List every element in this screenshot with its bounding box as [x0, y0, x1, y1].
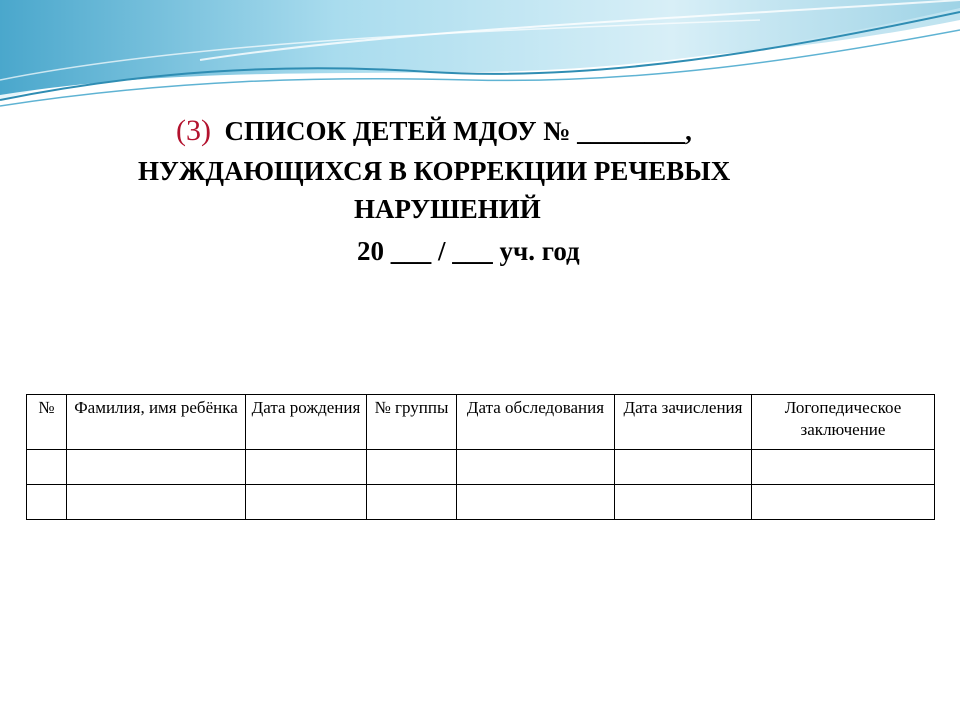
- table-cell[interactable]: [615, 450, 752, 485]
- table-row: [27, 450, 935, 485]
- title-line-1: [176, 112, 692, 150]
- table-cell[interactable]: [246, 485, 367, 520]
- table-cell[interactable]: [67, 485, 246, 520]
- table-cell[interactable]: [367, 450, 457, 485]
- table-cell[interactable]: [752, 485, 935, 520]
- table-cell[interactable]: [246, 450, 367, 485]
- table-cell[interactable]: [457, 485, 615, 520]
- children-list-table: [26, 394, 935, 520]
- table-cell[interactable]: [615, 485, 752, 520]
- table-cell[interactable]: [27, 485, 67, 520]
- header-child-name: Фамилия, имя ребёнка: [67, 395, 246, 450]
- list-number-marker: (3): [176, 114, 211, 147]
- school-year-line: 20 ___ / ___ уч. год: [357, 236, 580, 266]
- table-header-row: [27, 395, 935, 450]
- table-cell[interactable]: [367, 485, 457, 520]
- header-exam-date: Дата обследования: [457, 395, 615, 450]
- title-line-2: НУЖДАЮЩИХСЯ В КОРРЕКЦИИ РЕЧЕВЫХ: [138, 156, 731, 186]
- table-cell[interactable]: [457, 450, 615, 485]
- header-group-number: № группы: [367, 395, 457, 450]
- header-birth-date: Дата рождения: [246, 395, 367, 450]
- header-enrollment-date: Дата зачисления: [615, 395, 752, 450]
- header-speech-conclusion: Логопедическое заключение: [752, 395, 935, 450]
- title-text-1: СПИСОК ДЕТЕЙ МДОУ № ________,: [224, 116, 692, 146]
- table-row: [27, 485, 935, 520]
- title-line-3: НАРУШЕНИЙ: [354, 194, 541, 224]
- table-cell[interactable]: [67, 450, 246, 485]
- table-cell[interactable]: [27, 450, 67, 485]
- table-cell[interactable]: [752, 450, 935, 485]
- wave-header-decoration: [0, 0, 960, 120]
- header-number: №: [27, 395, 67, 450]
